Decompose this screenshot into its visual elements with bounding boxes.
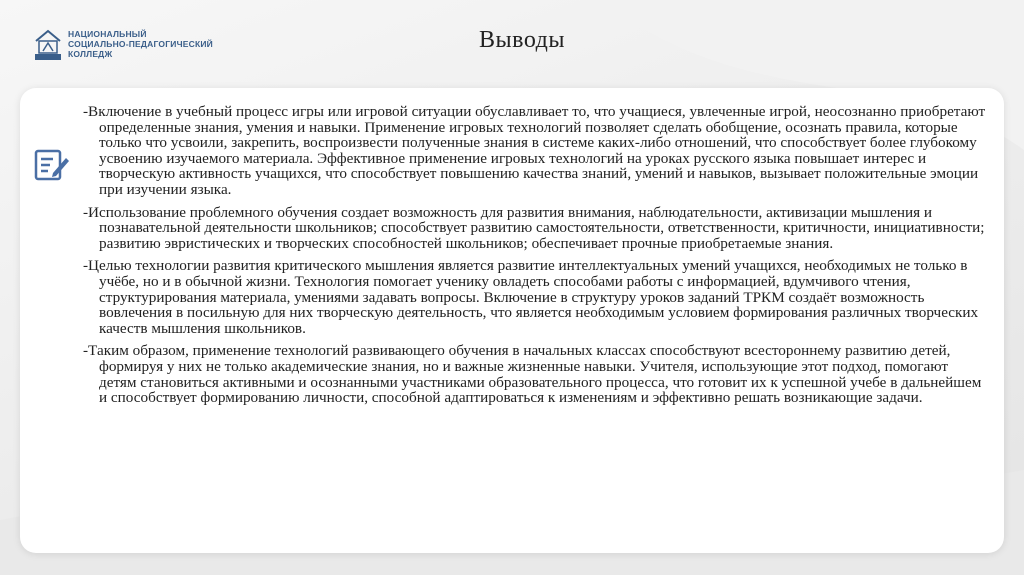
conclusions-text xyxy=(83,104,988,413)
college-name-line3: КОЛЛЕДЖ xyxy=(68,49,113,59)
slide-title: Выводы xyxy=(479,27,565,53)
edit-document-icon xyxy=(33,146,71,184)
paragraph-critical-thinking: -Целью технологии развития критического мышления является развитие интеллектуальных умений учащихся, необходимых не только в учёбе, но и в обычной жизни. Технология помогает ученику овладеть способами работы с информацией, вдумчивого чтения, структурирования материала, умениями задавать вопросы. Включение в структуру уроков заданий ТРКМ создаёт возможность вовлечения в посильную для них творческую деятельность, что является необходимым условием формирования различных творческих качеств мышления школьников. xyxy=(83,257,979,337)
paragraph-problem-learning: -Использование проблемного обучения создает возможность для развития внимания, наблюдательности, активизации мышления и познавательной деятельности школьников; способствует развитию самостоятельности, ответственности, критичности, инициативности; развитию эвристических и творческих способностей школьников; обеспечивает прочные приобретаемые знания. xyxy=(83,203,985,252)
college-name-line1: НАЦИОНАЛЬНЫЙ xyxy=(68,29,147,39)
paragraph-conclusion: -Таким образом, применение технологий развивающего обучения в начальных классах способствуют всестороннему развитию детей, формируя у них не только академические знания, но и важные жизненные навыки. Учителя, использующие этот подход, помогают детям становиться активными и осознанными участниками образовательного процесса, что готовит их к успешной учебе в дальнейшем и способствует формированию личности, способной адаптироваться к изменениям и эффективно решать возникающие задачи. xyxy=(83,342,982,407)
college-name-line2: СОЦИАЛЬНО-ПЕДАГОГИЧЕСКИЙ xyxy=(68,39,213,49)
paragraph-games: -Включение в учебный процесс игры или игровой ситуации обуславливает то, что учащиеся, увлеченные игрой, неосознанно приобретают определенные знания, умения и навыки. Применение игровых технологий позволяет сделать обобщение, осознать правила, которые только что усвоили, закрепить, воспроизвести полученные знания в системе каких-либо отношений, что способствует более глубокому усвоению изучаемого материала. Эффективное применение игровых технологий на уроках русского языка повышает интерес и творческую активность учащихся, что способствует повышению качества знаний, умений и навыков, вызывает положительные эмоции при изучении языка. xyxy=(83,103,986,198)
